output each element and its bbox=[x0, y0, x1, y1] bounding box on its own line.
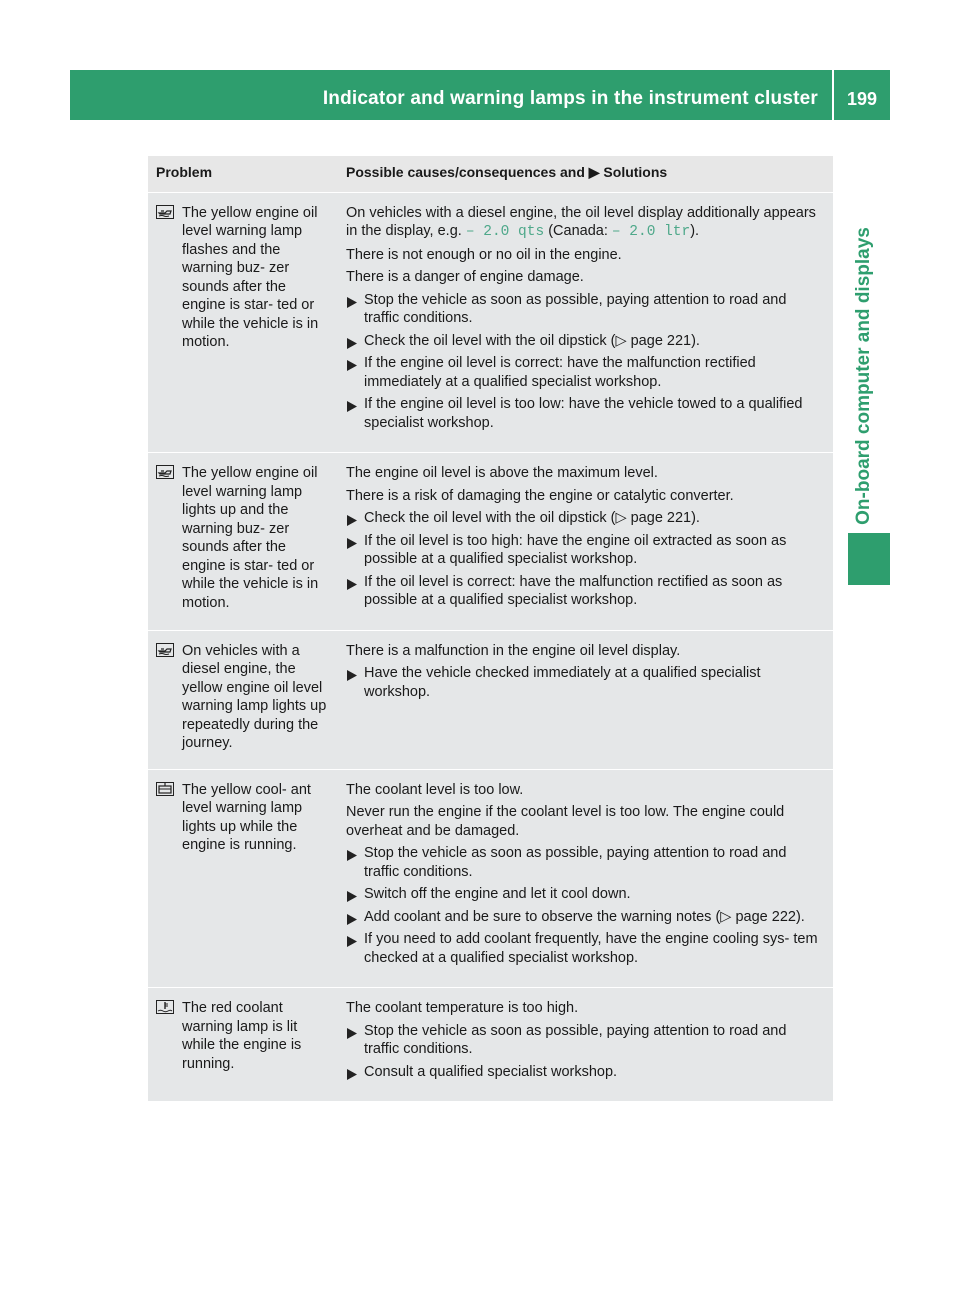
action-item bbox=[346, 332, 825, 351]
arrow-bullet-icon bbox=[347, 513, 357, 532]
page-number-box bbox=[834, 70, 890, 120]
cause-text: On vehicles with a diesel engine, the oil level display additionally appears in the display, e.g. bbox=[346, 204, 816, 239]
page-header bbox=[70, 70, 832, 120]
display-message-qts: – 2.0 qts bbox=[465, 224, 545, 240]
side-section-text: On-board computer and displays bbox=[853, 227, 874, 525]
problem-text: The yellow engine oil level warning lamp flashes and the warning buz- zer sounds after the engine is star- ted or while the vehicle is in motion. bbox=[182, 204, 319, 350]
problem-text: The yellow engine oil level warning lamp lights up and the warning buz- zer sounds after the engine is star- ted or while the vehicle is in motion. bbox=[182, 465, 319, 611]
page-number: 199 bbox=[846, 89, 878, 109]
action-text: Stop the vehicle as soon as possible, paying attention to road and traffic conditions. bbox=[364, 845, 787, 880]
action-text: Switch off the engine and let it cool down. bbox=[364, 886, 631, 902]
arrow-bullet-icon bbox=[347, 934, 357, 953]
action-text: Stop the vehicle as soon as possible, paying attention to road and traffic conditions. bbox=[364, 1022, 787, 1057]
arrow-bullet-icon bbox=[347, 912, 357, 931]
action-item bbox=[346, 885, 825, 904]
action-text: Check the oil level with the oil dipstick (▷ page 221). bbox=[364, 510, 700, 526]
problem-cell bbox=[148, 770, 338, 988]
arrow-bullet-icon bbox=[347, 536, 357, 555]
arrow-bullet-icon bbox=[347, 889, 357, 908]
cause-paragraph: The coolant level is too low. bbox=[346, 781, 524, 798]
action-text: If the oil level is correct: have the malfunction rectified as soon as possible at a qualified specialist workshop. bbox=[364, 573, 783, 608]
cause-paragraph: There is a risk of damaging the engine or catalytic converter. bbox=[346, 487, 734, 504]
cause-text-end: ). bbox=[690, 223, 700, 239]
action-text: Add coolant and be sure to observe the warning notes (▷ page 222). bbox=[364, 908, 805, 925]
coolant-temperature-icon bbox=[156, 999, 182, 1073]
arrow-bullet-icon bbox=[347, 668, 357, 687]
action-item bbox=[346, 532, 825, 569]
warning-lamp-table bbox=[148, 155, 833, 1102]
solution-cell bbox=[338, 631, 833, 769]
engine-oil-icon bbox=[156, 204, 182, 352]
problem-cell bbox=[148, 988, 338, 1101]
arrow-bullet-icon bbox=[347, 848, 357, 867]
action-item bbox=[346, 354, 825, 391]
arrow-bullet-icon bbox=[347, 577, 357, 596]
cause-paragraph: The engine oil level is above the maximum level. bbox=[346, 465, 658, 481]
problem-cell bbox=[148, 453, 338, 630]
action-item bbox=[346, 573, 825, 610]
action-item bbox=[346, 908, 825, 927]
side-thumb-tab bbox=[848, 533, 890, 585]
arrow-bullet-icon bbox=[347, 295, 357, 314]
cause-paragraph: There is a malfunction in the engine oil level display. bbox=[346, 642, 681, 659]
cause-paragraph bbox=[346, 204, 825, 242]
column-header-solutions: Possible causes/consequences and ▶ Solutions bbox=[338, 156, 833, 192]
action-text: Consult a qualified specialist workshop. bbox=[364, 1063, 618, 1080]
coolant-level-icon bbox=[156, 781, 182, 855]
engine-oil-icon bbox=[156, 642, 182, 753]
action-text: If the engine oil level is too low: have the vehicle towed to a qualified specialist workshop. bbox=[364, 396, 803, 431]
column-header-problem: Problem bbox=[148, 156, 338, 192]
table-row bbox=[148, 988, 833, 1101]
display-message-ltr: – 2.0 ltr bbox=[611, 224, 691, 240]
table-header-row bbox=[148, 156, 833, 192]
action-item bbox=[346, 664, 825, 701]
action-text: Have the vehicle checked immediately at a qualified specialist workshop. bbox=[364, 665, 761, 700]
chapter-title: Indicator and warning lamps in the instrument cluster bbox=[322, 88, 818, 109]
problem-text: The red coolant warning lamp is lit while the engine is running. bbox=[182, 1000, 302, 1072]
solution-cell bbox=[338, 988, 833, 1101]
action-text: If the oil level is too high: have the engine oil extracted as soon as possible at a qualified specialist workshop. bbox=[364, 532, 787, 567]
arrow-bullet-icon bbox=[347, 1026, 357, 1045]
engine-oil-icon bbox=[156, 464, 182, 612]
table-row bbox=[148, 453, 833, 630]
action-text: If you need to add coolant frequently, have the engine cooling sys- tem checked at a qualified specialist workshop. bbox=[364, 931, 818, 966]
side-section-label bbox=[846, 164, 882, 588]
solution-cell bbox=[338, 193, 833, 453]
problem-cell bbox=[148, 193, 338, 453]
cause-paragraph: There is not enough or no oil in the engine. bbox=[346, 246, 622, 263]
arrow-bullet-icon bbox=[347, 399, 357, 418]
problem-cell bbox=[148, 631, 338, 769]
action-text: Check the oil level with the oil dipstick (▷ page 221). bbox=[364, 332, 700, 349]
table-row bbox=[148, 631, 833, 769]
action-item bbox=[346, 1022, 825, 1059]
cause-text-canada: (Canada: bbox=[544, 223, 612, 239]
action-text: If the engine oil level is correct: have the malfunction rectified immediately at a qualified specialist workshop. bbox=[364, 355, 756, 390]
action-item bbox=[346, 509, 825, 528]
action-item bbox=[346, 291, 825, 328]
problem-text: The yellow cool- ant level warning lamp lights up while the engine is running. bbox=[182, 781, 311, 853]
solution-cell bbox=[338, 770, 833, 988]
cause-paragraph: Never run the engine if the coolant level is too low. The engine could overheat and be damaged. bbox=[346, 804, 785, 839]
cause-paragraph: The coolant temperature is too high. bbox=[346, 1000, 579, 1016]
arrow-bullet-icon bbox=[347, 358, 357, 377]
action-item bbox=[346, 844, 825, 881]
action-item bbox=[346, 1063, 825, 1082]
arrow-bullet-icon bbox=[347, 336, 357, 355]
table-row bbox=[148, 193, 833, 453]
action-text: Stop the vehicle as soon as possible, paying attention to road and traffic conditions. bbox=[364, 291, 787, 326]
problem-text: On vehicles with a diesel engine, the yellow engine oil level warning lamp lights up repeatedly during the journey. bbox=[182, 642, 327, 751]
action-item bbox=[346, 395, 825, 432]
cause-paragraph: There is a danger of engine damage. bbox=[346, 269, 584, 285]
solution-cell bbox=[338, 453, 833, 630]
arrow-bullet-icon bbox=[347, 1067, 357, 1086]
table-row bbox=[148, 770, 833, 988]
action-item bbox=[346, 930, 825, 967]
